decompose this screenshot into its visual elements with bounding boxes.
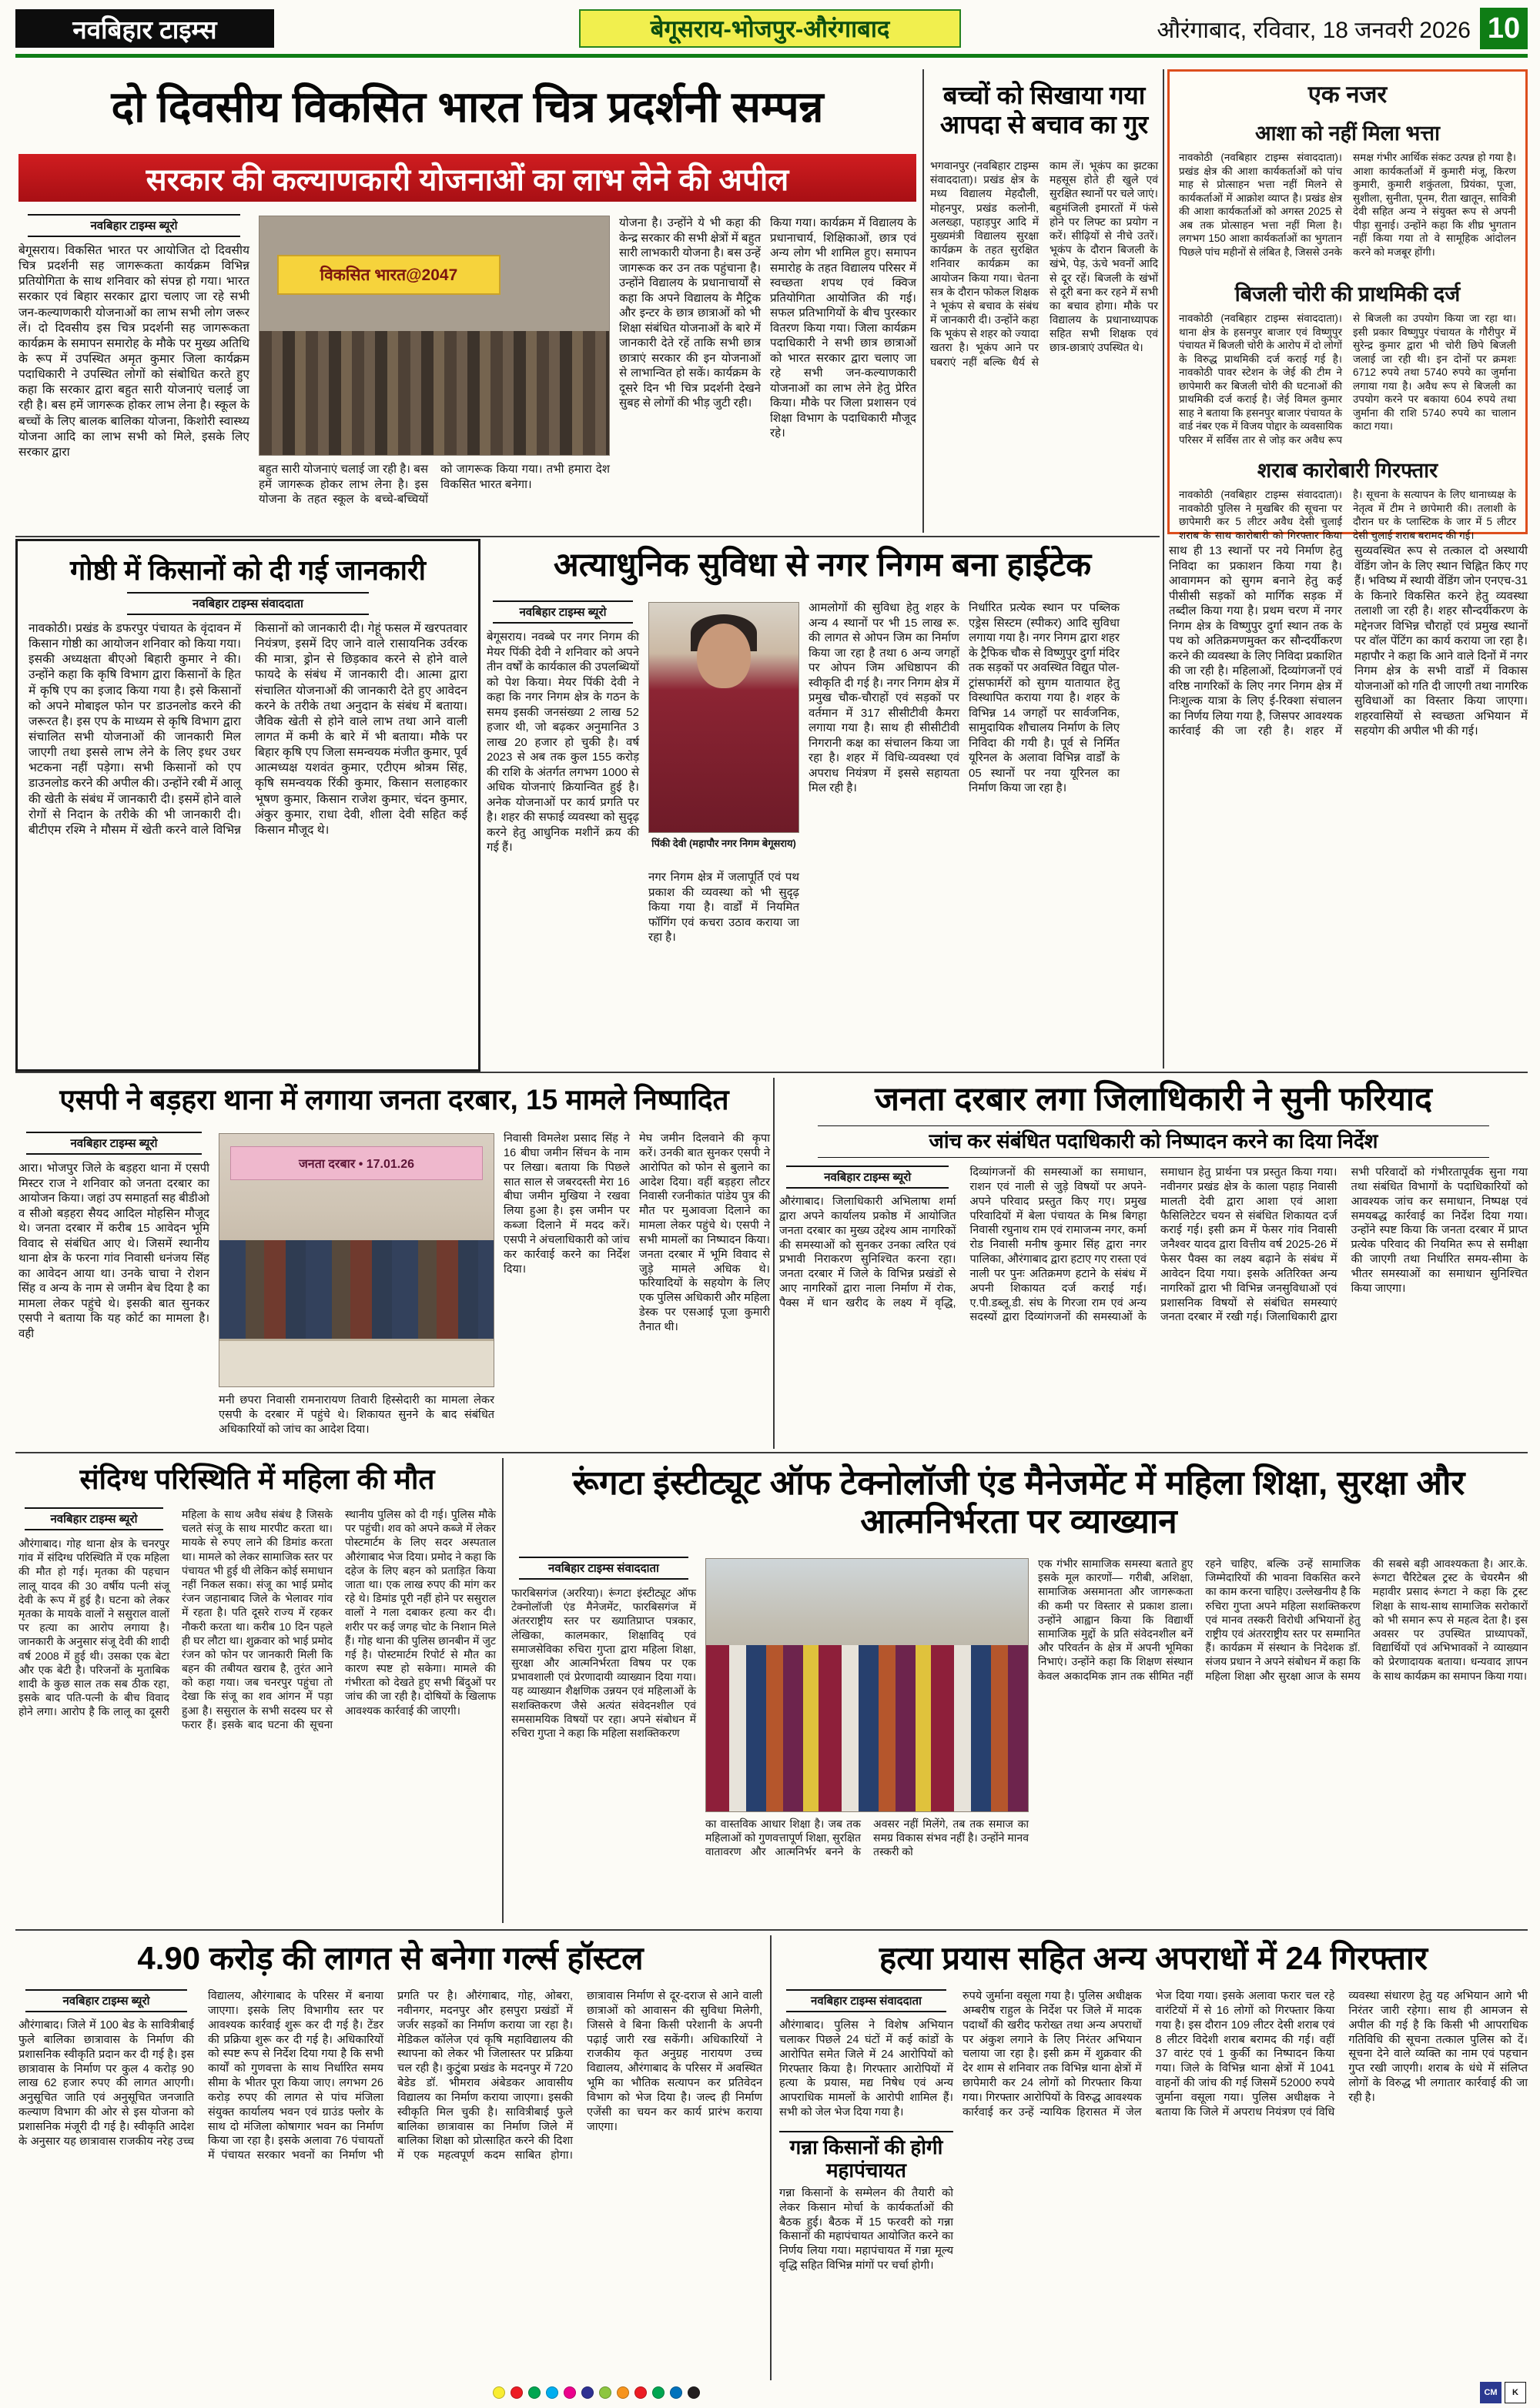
color-dot xyxy=(493,2386,505,2399)
print-mark-k: K xyxy=(1505,2382,1526,2403)
dm-darbar-body-wrap xyxy=(779,1166,1528,1449)
asha-headline: आशा को नहीं मिला भत्ता xyxy=(1254,122,1441,145)
nigam-body-col5-6: साथ ही 13 स्थानों पर नये निर्माण हेतु निविदा का प्रकाशन किया गया है। आवागमन को सुगम बनाने हेतु कई पीसीसी सड़कों को मार्गिक सड़क में तब्दील किया गया है। प्रथम चरण में नगर निगम क्षेत्र के विष्णुपुर दुर्गा स्थान तक के पथ को अतिक्रमणमुक्त कर सौन्दर्यीकरण करने की व्यवस्था के लिए निविदा प्रकाशित की जा रही है। महिलाओं, दिव्यांगजनों एवं वरिष्ठ नागरिकों के लिए नगर निगम क्षेत्र में निःशुल्क यात्रा के लिए ई-रिक्शा संचालन का निर्णय लिया गया है, जिसपर आवश्यक कार्रवाई की जा रही है। शहर में सुव्यवस्थित रूप से तत्काल दो अस्थायी वेंडिंग जोन के लिए स्थान चिह्नित किए गए हैं। भविष्य में स्थायी वेंडिंग जोन एनएच-31 के किनारे विकसित करने हेतु व्यवस्था तलाशी जा रही है। शहर सौन्दर्यीकरण के मद्देनजर विभिन्न चौराहों एवं प्रमुख स्थानों पर वॉल पेंटिंग का कार्य कराया जा रहा है। महापौर ने कहा कि आने वाले दिनों में नगर निगम क्षेत्र के सभी वार्डों में विकास योजनाओं को गति दी जाएगी तथा नागरिक सुविधाओं का विस्तार किया जाएगा। शहरवासियों से स्वच्छता अभियान में सहयोग की अपील भी की गई। xyxy=(1169,544,1528,737)
print-mark-cm: CM xyxy=(1480,2382,1502,2403)
bhagwanpur-body: भगवानपुर (नवबिहार टाइम्स संवाददाता)। प्रखंड क्षेत्र के मध्य विद्यालय मेहदौली, मोहनपुर, प्रखंड कलोनी, अलख्हा, पहाड़पुर आदि में मुख्यमंत्री विद्यालय सुरक्षा कार्यक्रम के तहत सुरक्षित शनिवार कार्यक्रम का आयोजन किया गया। चेतना सत्र के दौरान फोकल शिक्षक ने भूकंप से बचाव के संबंध में जानकारी दी। उन्होंने कहा कि भूकंप से शहर को ज्यादा खतरा है। भूकंप आने पर घबराएं नहीं बल्कि धैर्य से काम लें। भूकंप का झटका महसूस होते ही खुले एवं सुरक्षित स्थानों पर चले जाएं। बहुमंजिली इमारतों में फंसे होने पर लिफ्ट का प्रयोग न करें। सीढ़ियों से नीचे उतरें। भूकंप के दौरान बिजली के खंभे, पेड़, ऊंचे भवनों आदि से दूर रहें। बिजली के खंभों से दूरी बना कर रहने में सभी का बचाव होगा। मौके पर विद्यालय के प्रधानाध्यापक सहित सभी शिक्षक एवं छात्र-छात्राएं उपस्थित थे। xyxy=(930,159,1158,368)
row-divider-3 xyxy=(15,1452,1528,1453)
goshthi-headline: गोष्ठी में किसानों को दी गई जानकारी xyxy=(70,554,426,587)
rungta-headline: रूंगटा इंस्टीट्यूट ऑफ टेक्नोलॉजी एंड मैनेजमेंट में महिला शिक्षा, सुरक्षा और आत्मनिर्भरता पर व्याख्यान xyxy=(572,1463,1465,1540)
lead-byline: नवबिहार टाइम्स ब्यूरो xyxy=(28,214,240,237)
sp-darbar-column-1 xyxy=(18,1132,209,1447)
lead-body-col1: बेगूसराय। विकसित भारत पर आयोजित दो दिवसीय चित्र प्रदर्शनी सह जागरूकता कार्यक्रम विभिन्न प्रतियोगिता के साथ शनिवार को संपन्न हो गया। भारत सरकार एवं बिहार सरकार द्वारा चलाए जा रहे सभी जन-कल्याणकारी योजनाओं का लाभ सभी लोग जरूर लें। दो दिवसीय इस चित्र प्रदर्शनी सह जागरूकता कार्यक्रम के समापन समारोह के मौके पर मुख्य अतिथि के रूप में उपस्थित अमृत कुमार जिला कार्यक्रम पदाधिकारी ने उपस्थित लोगों को संबोधित करते हुए कहा कि सरकार द्वारा बहुत सारी योजनाएं चलाई जा रही है। बस हमें जागरूक होकर लाभ लेना है। स्कूल के बच्चों के लिए बालक बालिका योजना, किशोरी स्वास्थ्य योजना आदि का लाभ सभी को मिले, इसके लिए सरकार द्वारा xyxy=(18,244,249,459)
color-dot xyxy=(581,2386,594,2399)
color-dot xyxy=(599,2386,611,2399)
mayor-photo xyxy=(648,602,799,833)
color-dot xyxy=(546,2386,558,2399)
table-figure xyxy=(219,1339,494,1386)
mayor-photo-caption: पिंकी देवी (महापौर नगर निगम बेगूसराय) xyxy=(651,838,796,849)
sharab-headline: शराब कारोबारी गिरफ्तार xyxy=(1257,459,1438,482)
hostel-byline: नवबिहार टाइम्स ब्यूरो xyxy=(25,1989,187,2012)
giraftar-column-1 xyxy=(779,1989,953,2380)
mahila-maut-body-wrap xyxy=(18,1507,496,1923)
nigam-byline: नवबिहार टाइम्स ब्यूरो xyxy=(493,600,633,624)
crowd-figure xyxy=(259,331,609,455)
color-dot xyxy=(652,2386,665,2399)
lead-body-under-photo: बहुत सारी योजनाएं चलाई जा रही है। बस हमें जागरूक होकर लाभ लेना है। इस योजना के तहत स्कूल के बच्चे-बच्चियों को जागरूक किया गया। तभी हमारा देश विकसित भारत बनेगा। xyxy=(259,463,610,506)
rungta-byline: नवबिहार टाइम्स संवाददाता xyxy=(519,1557,689,1580)
color-dot xyxy=(688,2386,700,2399)
edition-line: बेगूसराय-भोजपुर-औरंगाबाद xyxy=(579,9,961,48)
row-divider-4 xyxy=(15,1929,1528,1931)
rungta-column-1 xyxy=(511,1557,696,1923)
bhagwanpur-headline: बच्चों को सिखाया गया आपदा से बचाव का गुर xyxy=(939,81,1149,139)
rungta-body-rest: एक गंभीर सामाजिक समस्या बताते हुए इसके मूल कारणों— गरीबी, अशिक्षा, सामाजिक असमानता और जागरूकता की कमी पर विस्तार से प्रकाश डाला। उन्होंने आह्वान किया कि विद्यार्थी सामाजिक मुद्दों के प्रति संवेदनशील बनें और परिवर्तन के क्षेत्र में अपनी भूमिका निभाएं। उन्होंने कहा कि शिक्षण संस्थान केवल अकादमिक ज्ञान तक सीमित नहीं रहने चाहिए, बल्कि उन्हें सामाजिक जिम्मेदारियों की भावना विकसित करने का काम करना चाहिए। उल्लेखनीय है कि रुचिरा गुप्ता अपने महिला सशक्तिकरण एवं मानव तस्करी विरोधी अभियानों हेतु राष्ट्रीय एवं अंतरराष्ट्रीय स्तर पर सम्मानित हैं। कार्यक्रम में संस्थान के निदेशक डॉ. संजय प्रधान ने अपने संबोधन में कहा कि महिला शिक्षा और सुरक्षा आज के समय की सबसे बड़ी आवश्यकता है। आर.के. रूंगटा चैरिटेबल ट्रस्ट के चेयरमैन श्री महावीर प्रसाद रूंगटा ने कहा कि ट्रस्ट शिक्षा के साथ-साथ सामाजिक सरोकारों को भी समान रूप से महत्व देता है। इस अवसर पर उपस्थित प्राध्यापकों, विद्यार्थियों एवं अभिभावकों ने व्याख्यान को प्रेरणादायक बताया। धन्यवाद ज्ञापन के साथ कार्यक्रम का समापन किया गया। xyxy=(1038,1557,1528,1682)
hostel-body: औरंगाबाद। जिले में 100 बेड के सावित्रीबाई फुले बालिका छात्रावास के निर्माण की प्रशासनिक स्वीकृति प्रदान कर दी गई है। इस छात्रावास के निर्माण पर कुल 4 करोड़ 90 लाख 62 हजार रुपए की लागत आएगी। अनुसूचित जाति एवं अनुसूचित जनजाति कल्याण विभाग की ओर से इस योजना को प्रशासनिक मंजूरी दी गई है। स्वीकृति आदेश के अनुसार यह छात्रावास राजकीय नरेह उच्च विद्यालय, औरंगाबाद के परिसर में बनाया जाएगा। इसके लिए विभागीय स्तर पर आवश्यक कार्रवाई शुरू कर दी गई है। टेंडर की प्रक्रिया शुरू कर दी गई है। अधिकारियों को स्पष्ट रूप से निर्देश दिया गया है कि सभी कार्यों को गुणवत्ता के साथ निर्धारित समय सीमा के भीतर पूरा किया जाए। लगभग 26 करोड़ रुपए की लागत से पांच मंजिला संयुक्त कार्यालय भवन एवं ग्राउंड फ्लोर के साथ दो मंजिला कोषागार भवन का निर्माण किया जा रहा है। इसके अलावा 76 पंचायतों में पंचायत सरकार भवनों का निर्माण भी प्रगति पर है। औरंगाबाद, गोह, ओबरा, नवीनगर, मदनपुर और हसपुरा प्रखंडों में जर्जर सड़कों का निर्माण कराया जा रहा है। मेडिकल कॉलेज एवं कृषि महाविद्यालय की स्थापना को लेकर भी जिलास्तर पर प्रक्रिया चल रही है। कुटुंबा प्रखंड के मदनपुर में 720 बेडेड डॉ. भीमराव अंबेडकर आवासीय विद्यालय का निर्माण कराया जाएगा। इसकी स्वीकृति मिल चुकी है। सावित्रीबाई फुले बालिका छात्रावास का निर्माण जिले में बालिका शिक्षा को प्रोत्साहित करने की दिशा में एक महत्वपूर्ण कदम साबित होगा। छात्रावास निर्माण से दूर-दराज से आने वाली छात्राओं को आवासन की सुविधा मिलेगी, जिससे वे बिना किसी परेशानी के अपनी पढ़ाई जारी रख सकेंगी। अधिकारियों ने राजकीय कृत अनुग्रह नारायण उच्च विद्यालय, औरंगाबाद के परिसर में अवस्थित भूमि का भौतिक सत्यापन कर प्रतिवेदन विभाग को भेज दिया है। जल्द ही निर्माण एजेंसी का चयन कर कार्य प्रारंभ कराया जाएगा। xyxy=(18,1990,762,2162)
giraftar-body-col1: औरंगाबाद। पुलिस ने विशेष अभियान चलाकर पिछले 24 घंटों में कई कांडों के आरोपित समेत जिले में 24 आरोपियों को गिरफ्तार किया है। गिरफ्तार आरोपियों में हत्या के प्रयास, मद्य निषेध एवं अन्य आपराधिक मामलों के आरोपी शामिल हैं। सभी को जेल भेज दिया गया है। xyxy=(779,2019,953,2119)
dm-darbar-headline: जनता दरबार लगा जिलाधिकारी ने सुनी फरियाद xyxy=(875,1081,1432,1119)
nigam-body-col1: बेगूसराय। नवब्बे पर नगर निगम की मेयर पिंकी देवी ने शनिवार को अपने तीन वर्षों के कार्यकाल की उपलब्धियों को पेश किया। मेयर पिंकी देवी ने कहा कि नगर निगम क्षेत्र के गठन के समय इसकी जनसंख्या 2 लाख 52 हजार थी, जो बढ़कर अनुमानित 3 लाख 20 हजार हो चुकी है। वर्ष 2023 से अब तक कुल 155 करोड़ की राशि के अंतर्गत लगभग 1000 से अधिक योजनाएं क्रियान्वित हुई है। अनेक योजनाओं पर कार्य प्रगति पर है। शहर की सफाई व्यवस्था को सुदृढ़ करने हेतु आधुनिक मशीनें क्रय की गई हैं। xyxy=(487,630,639,854)
giraftar-headline: हत्या प्रयास सहित अन्य अपराधों में 24 गिरफ्तार xyxy=(879,1940,1428,1977)
color-dot xyxy=(528,2386,541,2399)
row-divider-1 xyxy=(15,536,1160,537)
bijli-headline: बिजली चोरी की प्राथमिकी दर्ज xyxy=(1234,283,1461,306)
sp-darbar-headline: एसपी ने बड़हरा थाना में लगाया जनता दरबार, 15 मामले निष्पादित xyxy=(59,1083,729,1115)
lead-body-col4: किया गया। कार्यक्रम में विद्यालय के प्रधानाचार्य, शिक्षिकाओं, छात्र एवं अन्य लोग भी शामिल हुए। समापन समारोह के तहत विद्यालय परिसर में स्वच्छता शपथ एवं क्विज प्रतियोगिता आयोजित की गई। सफल प्रतिभागियों के बीच पुरस्कार वितरण किया गया। जिला कार्यक्रम पदाधिकारी ने सभी छात्र छात्राओं को भारत सरकार द्वारा चलाए जा रहे सभी जन-कल्याणकारी योजनाओं का लाभ लेने हेतु प्रेरित किया। मौके पर जिला प्रशासन एवं शिक्षा विभाग के पदाधिकारी मौजूद रहे। xyxy=(770,216,916,440)
color-dot xyxy=(670,2386,682,2399)
nigam-headline: अत्याधुनिक सुविधा से नगर निगम बना हाईटेक xyxy=(553,547,1092,584)
nigam-body-col4: निर्धारित प्रत्येक स्थान पर पब्लिक एड्रेस सिस्टम (स्पीकर) आदि सुविधा लगाया गया है। नगर निगम द्वारा शहर के ट्रैफिक चौक से विष्णुपुर दुर्गा मंदिर तक सड़कों पर अवस्थित विद्युत पोल-ट्रांसफार्मरों को सुगम यातायात हेतु विस्थापित कराया गया है। शहर के विभिन्न 14 जगहों पर सार्वजनिक, सामुदायिक शौचालय निर्माण के लिए निविदा की गयी है। पूर्व से निर्मित यूरिनल के अलावा विभिन्न वार्डों के 05 स्थानों पर नया यूरिनल का निर्माण किया जा रहा है। xyxy=(969,601,1120,794)
lead-photo-banner: विकसित भारत@2047 xyxy=(277,255,501,295)
col-divider-4 xyxy=(502,1458,504,1923)
lead-column-1 xyxy=(18,214,249,536)
color-dot xyxy=(617,2386,629,2399)
sp-photo-banner: जनता दरबार • 17.01.26 xyxy=(230,1146,483,1180)
goshthi-byline: नवबिहार टाइम्स संवाददाता xyxy=(127,592,369,615)
hostel-body-wrap xyxy=(18,1989,762,2380)
dm-darbar-body: औरंगाबाद। जिलाधिकारी अभिलाषा शर्मा द्वारा अपने कार्यालय प्रकोष्ठ में आयोजित जनता दरबार का मुख्य उद्देश्य आम नागरिकों की समस्याओं को सुनकर उनका त्वरित एवं प्रभावी निराकरण सुनिश्चित करना रहा। जनता दरबार में जिले के विभिन्न प्रखंडों से आए नागरिकों द्वारा नाला निर्माण में रोक, पैक्स में धान खरीद के लक्ष्य में वृद्धि, दिव्यांगजनों की समस्याओं का समाधान, राशन एवं नाली से जुड़े विषयों पर अपने-अपने परिवाद प्रस्तुत किए गए। प्रमुख परिवादियों में बेला पंचायत के मिश्र बिगहा निवासी रघुनाथ राम एवं रामाजन्म नगर, कर्मा रोड निवासी मनीष कुमार सिंह द्वारा नगर पालिका, औरंगाबाद द्वारा हटाए गए रास्ता एवं नाली पर पुनः अतिक्रमण हटाने के संबंध में अपनी शिकायत दर्ज कराई गई। ए.पी.डब्लू.डी. संघ के गिरजा राम एवं अन्य सदस्यों द्वारा दिव्यांगजनों की समस्याओं के समाधान हेतु प्रार्थना पत्र प्रस्तुत किया गया। नवीनगर प्रखंड क्षेत्र के काला पहाड़ निवासी मालती देवी द्वारा आशा एवं आशा फैसिलिटेटर चयन से संबंधित शिकायत दर्ज कराई गई। इसी क्रम में फेसर गांव निवासी जनैश्वर यादव द्वारा वित्तीय वर्ष 2025-26 में फेसर पैक्स का लक्ष्य बढ़ाने के संबंध में आवेदन दिया गया। इसके अतिरिक्त अन्य नागरिकों द्वारा भी विभिन्न जनसुविधाओं एवं प्रशासनिक विषयों से संबंधित समस्याएं जनता दरबार में रखी गई। जिलाधिकारी द्वारा सभी परिवादों को गंभीरतापूर्वक सुना गया तथा संबंधित विभागों के पदाधिकारियों को आवश्यक जांच कर समाधान, निष्पक्ष एवं समयबद्ध कार्रवाई का निर्देश दिया गया। उन्होंने स्पष्ट किया कि जनता दरबार में प्राप्त प्रत्येक परिवाद की नियमित रूप से समीक्षा की जाएगी तथा निर्धारित समय-सीमा के भीतर समस्याओं का समाधान सुनिश्चित किया जाएगा। xyxy=(779,1166,1528,1324)
ek-najar-box xyxy=(1167,69,1528,541)
col-divider-3 xyxy=(773,1078,775,1449)
hostel-headline: 4.90 करोड़ की लागत से बनेगा गर्ल्स हॉस्टल xyxy=(137,1940,644,1977)
portrait-face xyxy=(697,624,751,688)
col-divider-5 xyxy=(770,1935,772,2380)
giraftar-byline: नवबिहार टाइम्स संवाददाता xyxy=(786,1989,946,2012)
lead-photo xyxy=(259,216,610,456)
color-dot xyxy=(634,2386,647,2399)
col-divider-2 xyxy=(1163,69,1164,1069)
ek-najar-title: एक नजर xyxy=(1307,81,1388,108)
mahila-maut-body: औरंगाबाद। गोह थाना क्षेत्र के चनरपुर गांव में संदिग्ध परिस्थिति में एक महिला की मौत हो गई। मृतका की पहचान लालू यादव की 30 वर्षीय पत्नी संजू देवी के रूप में हुई है। घटना को लेकर मृतका के मायके वालों ने ससुराल वालों पर हत्या का आरोप लगाया है। जानकारी के अनुसार संजू देवी की शादी वर्ष 2008 में हुई थी। उसका एक बेटा और एक बेटी है। परिजनों के मुताबिक शादी के कुछ साल तक सब ठीक रहा, इसके बाद पति-पत्नी के बीच विवाद होने लगा। आरोप है कि लालू का दूसरी महिला के साथ अवैध संबंध है जिसके चलते संजू के साथ मारपीट करता था। मायके से रुपए लाने की डिमांड करता था। मामले को लेकर सामाजिक स्तर पर पंचायत भी हुई थी लेकिन कोई समाधान नहीं निकल सका। संजू का भाई प्रमोद रंजन जहानाबाद जिले के भेलावर गांव में रहता है। पति दूसरे राज्य में रहकर नौकरी करता था। करीब 10 दिन पहले ही घर लौटा था। शुक्रवार को भाई प्रमोद रंजन को फोन पर जानकारी मिली कि बहन की तबीयत खराब है, तुरंत आने को कहा गया। जब चनरपुर पहुंचा तो देखा कि संजू का शव आंगन में पड़ा हुआ है। ससुराल के सभी सदस्य घर से फरार हैं। इसके बाद घटना की सूचना स्थानीय पुलिस को दी गई। पुलिस मौके पर पहुंची। शव को अपने कब्जे में लेकर पोस्टमार्टम के लिए सदर अस्पताल औरंगाबाद भेज दिया। प्रमोद ने कहा कि दहेज के लिए बहन को प्रताड़ित किया जाता था। एक लाख रुपए की मांग कर रहे थे। डिमांड पूरी नहीं होने पर ससुराल वालों ने गला दबाकर हत्या कर दी। शरीर पर कई जगह चोट के निशान मिले हैं। गोह थाना की पुलिस छानबीन में जुट गई है। पोस्टमार्टम रिपोर्ट से मौत का कारण स्पष्ट हो सकेगा। मामले की गंभीरता को देखते हुए सभी बिंदुओं पर जांच की जा रही है। दोषियों के खिलाफ आवश्यक कार्रवाई की जाएगी। xyxy=(18,1508,496,1731)
nigam-body-col3: आमलोगों की सुविधा हेतु शहर के अन्य 4 स्थानों पर भी 15 लाख रू. की लागत से ओपन जिम का निर्माण किया जा रहा है तथा 6 अन्य जगहों पर ओपन जिम अधिष्ठापन की स्वीकृति दी गई है। नगर निगम क्षेत्र में प्रमुख चौक-चौराहों एवं सड़कों पर वर्तमान में 317 सीसीटीवी कैमरा लगाया गया है। साथ ही सीसीटीवी निगरानी कक्ष का संचालन किया जा रहा है। शहर में विधि-व्यवस्था एवं अपराध नियंत्रण में इससे सहायता मिल रही है। xyxy=(808,601,959,794)
sp-darbar-body-col4: मेघ जमीन दिलवाने की कृपा करें। उनकी बात सुनकर एसपी ने आरोपित को फोन से बुलाने का आदेश दिया। वहीं बड़हरा लौटर निवासी रजनीकांत पांडेय पुत्र की मौत पर मुआवजा दिलाने का मामला लेकर पहुंचे थे। एसपी ने सभी मामलों का निष्पादन किया। जनता दरबार में भूमि विवाद से जुड़े मामले अधिक थे। फरियादियों के सहयोग के लिए एक पुलिस अधिकारी और महिला डेस्क पर एसआई पूजा कुमारी तैनात थी। xyxy=(639,1132,770,1333)
goshthi-body: नावकोठी। प्रखंड के डफरपुर पंचायत के वृंदावन में किसान गोष्ठी का आयोजन शनिवार को किया गया। इसकी अध्यक्षता बीएओ बिहारी कुमार ने की। उन्होंने कहा कि कृषि विभाग द्वारा किसानों के हित में कृषि एप का इजाद किया गया है। इसे किसानों को अपने मोबाइल फोन पर डाउनलोड करने की जरूरत है। इस एप के माध्यम से कृषि विभाग द्वारा संचालित सभी योजनाओं की जानकारी मिल जाएगी तथा इससे लाभ लेने के लिए इधर उधर भटकना नहीं पड़ेगा। सभी किसानों को एप डाउनलोड करने की अपील की। उन्होंने रबी में आलू की खेती के संबंध में जानकारी दी। इसमें होने वाले रोगों से निदान के तरीके की भी जानकारी दी। बीटीएम रश्मि ने मौसम में खेती करने वाले विभिन्न किसानों को जानकारी दी। गेहूं फसल में खरपतवार नियंत्रण, इसमें दिए जाने वाले रासायनिक उर्वरक की मात्रा, ड्रोन से छिड़काव करने से होने वाले फायदे के संबंध में जानकारी दी। आत्मा द्वारा संचालित योजनाओं की जानकारी देते हुए आवेदन करने के तरीके तथा अनुदान के संबंध में बताया। जैविक खेती से होने वाले लाभ तथा आने वाली लागत में कमी के बारे में भी बताया। मौके पर बिहार कृषि एप जिला समन्वयक मंजीत कुमार, पूर्व आत्मध्यक्ष यशवंत कुमार, एटीएम श्रोत्रम सिंह, कृषि समन्वयक रिंकी कुमार, किसान सलाहकार भूषण कुमार, किसान राजेश कुमार, चंदन कुमार, अंकुर कुमार, राधा देवी, शीला देवी सहित कई किसान मौजूद थे। xyxy=(28,622,467,837)
goshthi-article xyxy=(15,539,480,1072)
sp-darbar-body-col3: निवासी विमलेश प्रसाद सिंह ने 16 बीघा जमीन सिंचन के नाम पर लिखा। बताया कि पिछले सात साल से जबरदस्ती मेरा 16 बीघा जमीन मुखिया ने रखवा लिया हुआ है। इस जमीन पर कब्जा दिलाने में मदद करें। एसपी ने अंचलाधिकारी को जांच कर कार्रवाई करने का निर्देश दिया। xyxy=(504,1132,630,1276)
sp-darbar-photo xyxy=(219,1133,494,1387)
color-dot xyxy=(511,2386,523,2399)
mahila-maut-headline: संदिग्ध परिस्थिति में महिला की मौत xyxy=(79,1463,435,1495)
rungta-body-under-photo: का वास्तविक आधार शिक्षा है। जब तक महिलाओं को गुणवत्तापूर्ण शिक्षा, सुरक्षित वातावरण और आत्मनिर्भर बनने के अवसर नहीं मिलेंगे, तब तक समाज का समग्र विकास संभव नहीं है। उन्होंने मानव तस्करी को xyxy=(705,1818,1029,1858)
bijli-body: नावकोठी (नवबिहार टाइम्स संवाददाता)। थाना क्षेत्र के हसनपुर बाजार एवं विष्णुपुर पंचायत में बिजली चोरी के आरोप में दो लोगों के विरुद्ध प्राथमिकी दर्ज कराई गई है। नावकोठी पावर स्टेशन के जेई की टीम ने छापेमारी कर बिजली चोरी की घटनाओं की प्राथमिकी दर्ज कराई है। जेई विमल कुमार साह ने बताया कि हसनपुर बाजार पंचायत के वार्ड नंबर एक में विजय पोद्दार के व्यवसायिक परिसर में सर्विस तार से जोड़ कर अवैध रूप से बिजली का उपयोग किया जा रहा था। इसी प्रकार विष्णुपुर पंचायत के गौरीपुर में सुरेन्द्र कुमार द्वारा भी चोरी छिपे बिजली जलाई जा रही थी। इन दोनों पर क्रमशः 6712 रुपये तथा 5740 रुपये का जुर्माना लगाया गया है। अवैध रूप से बिजली का उपयोग करने पर बकाया 604 रुपये तथा जुर्माना की राशि 5740 रुपये का चालान काटा गया। xyxy=(1179,313,1516,446)
ganna-body: गन्ना किसानों के सम्मेलन की तैयारी को लेकर किसान मोर्चा के कार्यकर्ताओं की बैठक हुई। बैठक में 15 फरवरी को गन्ना किसानों की महापंचायत आयोजित करने का निर्णय लिया गया। महापंचायत में गन्ना मूल्य वृद्धि सहित विभिन्न मांगों पर चर्चा होगी। xyxy=(779,2186,953,2273)
rungta-photo xyxy=(705,1558,1029,1812)
giraftar-body-rest: रुपये जुर्माना वसूला गया है। पुलिस अधीक्षक अम्बरीष राहुल के निर्देश पर जिले में मादक पदार्थों की खरीद फरोख्त तथा अन्य अपराधों पर अंकुश लगाने के लिए निरंतर अभियान चलाया जा रहा है। इसी क्रम में शुक्रवार की देर शाम से शनिवार तक विभिन्न थाना क्षेत्रों में छापेमारी कर 24 लोगों को गिरफ्तार किया गया। गिरफ्तार आरोपियों के विरुद्ध आवश्यक कार्रवाई कर उन्हें न्यायिक हिरासत में जेल भेज दिया गया। इसके अलावा फरार चल रहे वारंटियों में से 16 लोगों को गिरफ्तार किया गया है। इस दौरान 109 लीटर देसी शराब एवं 8 लीटर विदेशी शराब बरामद की गई। वहीं 37 वारंट एवं 1 कुर्की का निष्पादन किया गया। जिले के विभिन्न थाना क्षेत्रों में 1041 वाहनों की जांच की गई जिसमें 52000 रुपये जुर्माना वसूला गया। पुलिस अधीक्षक ने बताया कि जिले में अपराध नियंत्रण एवं विधि व्यवस्था संधारण हेतु यह अभियान आगे भी निरंतर जारी रहेगा। साथ ही आमजन से अपील की गई है कि किसी भी आपराधिक गतिविधि की सूचना तत्काल पुलिस को दें। सूचना देने वाले व्यक्ति का नाम एवं पहचान गुप्त रखी जाएगी। शराब के धंधे में संलिप्त लोगों के विरुद्ध भी लगातार कार्रवाई की जा रही है। xyxy=(962,1990,1528,2119)
dateline: औरंगाबाद, रविवार, 18 जनवरी 2026 xyxy=(1157,17,1471,43)
lead-body-col3: योजना है। उन्होंने ये भी कहा की केन्द्र सरकार की सभी क्षेत्रों में बहुत सारी लाभकारी योजना है। बस उन्हें जागरूक कर उन तक पहुंचाना है। उन्होंने विद्यालय के प्रधानाचार्यों से कहा कि अपने विद्यालय के मैट्रिक और इन्टर के छात्र छात्राओं को भी शिक्षा संबंधित योजनाओं के बारे में जानकारी देते रहें ताकि सभी छात्र छात्राएं सरकार की इन योजनाओं से लाभान्वित हो सकें। कार्यक्रम के दूसरे दिन भी चित्र प्रदर्शनी देखने सुबह से लोगों की भीड़ जुटी रही। xyxy=(619,216,761,410)
masthead-rule xyxy=(15,54,1528,58)
nigam-column-1 xyxy=(487,600,639,1069)
sp-darbar-body-col1: आरा। भोजपुर जिले के बड़हरा थाना में एसपी मिस्टर राज ने शनिवार को जनता दरबार का आयोजन किया। जहां उप समाहर्ता सह बीडीओ व सीओ बड़हरा सैयद आदिल मोहसिन मौजूद थे। जनता दरबार में करीब 15 आवेदन भूमि विवाद से संबंधित आए थे। जिसमें स्थानीय थाना क्षेत्र के फरना गांव निवासी धनंजय सिंह का आवेदन आया था। उनके चाचा ने रोशन सिंह व अन्य के नाम से जमीन बेच दिया है का मामला लेकर पहुंचे थे। इसकी बात सुनकर एसपी ने बताया कि यह कोर्ट का मामला है। वही xyxy=(18,1162,209,1340)
color-dot xyxy=(564,2386,576,2399)
sp-darbar-body-under-photo: मनी छपरा निवासी रामनारायण तिवारी हिस्सेदारी का मामला लेकर एसपी के दरबार में पहुंचे थे। शिकायत सुनने के बाद संबंधित अधिकारियों को जांच का आदेश दिया। xyxy=(219,1394,494,1436)
rungta-body-col1: फारबिसगंज (अररिया)। रूंगटा इंस्टीट्यूट ऑफ टेक्नोलॉजी एंड मैनेजमेंट, फारबिसगंज में अंतरराष्ट्रीय स्तर पर ख्यातिप्राप्त पत्रकार, लेखिका, कालमकार, शिक्षाविद् एवं समाजसेविका रुचिरा गुप्ता द्वारा महिला शिक्षा, सुरक्षा और आत्मनिर्भरता विषय पर एक प्रभावशाली एवं प्रेरणादायी व्याख्यान दिया गया। यह व्याख्यान शैक्षणिक उन्नयन एवं महिलाओं के सशक्तिकरण जैसे अत्यंत संवेदनशील एवं समसामयिक विषयों पर रहा। अपने संबोधन में रुचिरा गुप्ता ने कहा कि महिला सशक्तिकरण xyxy=(511,1587,696,1739)
dm-darbar-byline: नवबिहार टाइम्स ब्यूरो xyxy=(786,1166,949,1189)
nigam-body-under-photo: नगर निगम क्षेत्र में जलापूर्ति एवं पथ प्रकाश की व्यवस्था को भी सुदृढ़ किया गया है। वार्डों में नियमित फॉगिंग एवं कचरा उठाव कराया जा रहा है। xyxy=(648,871,799,944)
dm-darbar-subhead: जांच कर संबंधित पदाधिकारी को निष्पादन करने का दिया निर्देश xyxy=(818,1125,1489,1158)
sharab-body: नावकोठी (नवबिहार टाइम्स संवाददाता)। नावकोठी पुलिस ने मुखबिर की सूचना पर छापेमारी कर 5 लीटर अवैध देसी चुलाई शराब के साथ कारोबारी को गिरफ्तार किया है। सूचना के सत्यापन के लिए थानाध्यक्ष के नेतृत्व में टीम ने छापेमारी की। तलाशी के दौरान घर के प्लास्टिक के जार में 5 लीटर देसी चुलाई शराब बरामद की गई। xyxy=(1179,489,1516,541)
sp-darbar-byline: नवबिहार टाइम्स ब्यूरो xyxy=(26,1132,202,1155)
officials-figure xyxy=(219,1240,494,1341)
registration-dots xyxy=(493,2386,700,2399)
lead-subhead: सरकार की कल्याणकारी योजनाओं का लाभ लेने की अपील xyxy=(18,154,916,202)
row-divider-2 xyxy=(15,1072,1528,1073)
col-divider-1 xyxy=(922,69,924,533)
lead-headline: दो दिवसीय विकसित भारत चित्र प्रदर्शनी सम्पन्न xyxy=(111,82,824,132)
ganna-headline: गन्ना किसानों की होगी महापंचायत xyxy=(779,2131,953,2186)
page-number: 10 xyxy=(1480,8,1528,49)
mahila-maut-byline: नवबिहार टाइम्स ब्यूरो xyxy=(25,1507,163,1530)
paper-name: नवबिहार टाइम्स xyxy=(15,9,274,48)
asha-body: नावकोठी (नवबिहार टाइम्स संवाददाता)। प्रखंड क्षेत्र की आशा कार्यकर्ताओं को पांच माह से प्रोत्साहन भत्ता नहीं मिलने से कार्यकर्ताओं में आक्रोश व्याप्त है। प्रखंड क्षेत्र की आशा कार्यकर्ताओं को अगस्त 2025 से अब तक प्रोत्साहन भत्ता नहीं मिला है। लगभग 150 आशा कार्यकर्ताओं का भुगतान पिछले पांच महीनों से लंबित है, जिससे उनके समक्ष गंभीर आर्थिक संकट उत्पन्न हो गया है। आशा कार्यकर्ताओं में कुमारी मंजू, किरण कुमारी, कुमारी शकुंतला, प्रियंका, पूजा, सुशीला, सुनीता, पूनम, रीता खातून, सावित्री देवी सहित अन्य ने संयुक्त रूप से अपनी पीड़ा सुनाई। उन्होंने कहा कि शीघ्र भुगतान नहीं किया गया तो वे सामूहिक आंदोलन करने को मजबूर होंगी। xyxy=(1179,152,1516,258)
group-of-women-figure xyxy=(706,1645,1028,1811)
